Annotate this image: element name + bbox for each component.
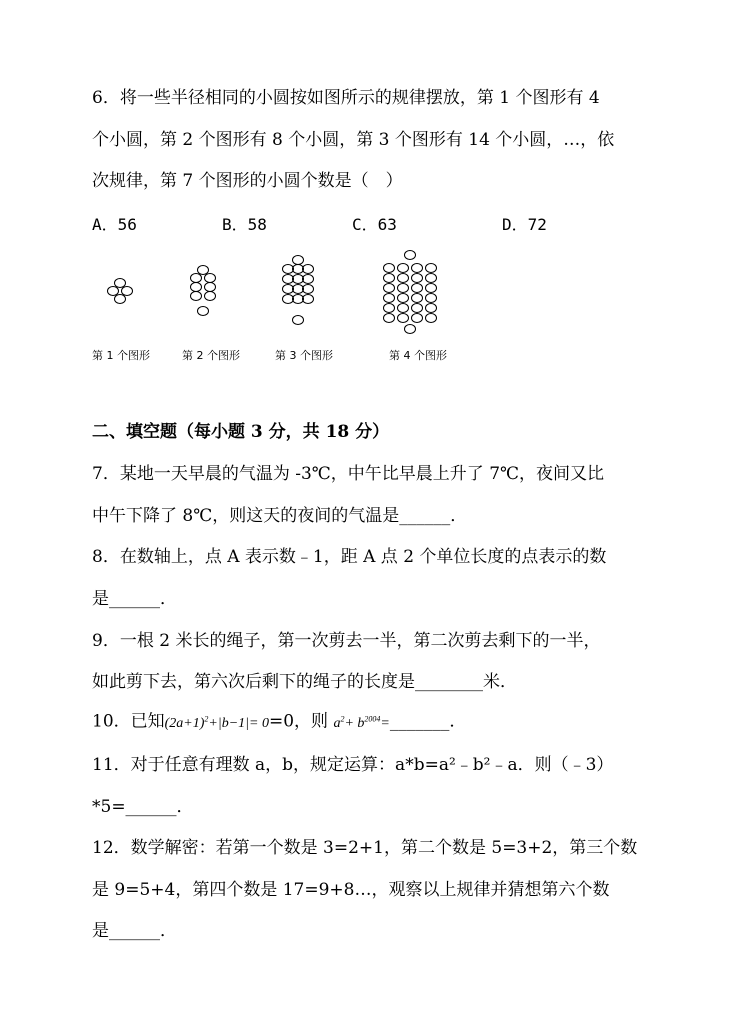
pattern-figure-2 <box>191 266 216 316</box>
q6-line-3: 次规律，第 7 个图形的小圆个数是（ ） <box>92 171 403 191</box>
q6-line-2: 个小圆，第 2 个图形有 8 个小圆，第 3 个图形有 14 个小圆，…，依 <box>92 130 615 150</box>
pattern-figure-1 <box>108 279 133 304</box>
q7-line-2: 中午下降了 8℃，则这天的夜间的气温是______． <box>92 506 468 526</box>
q10-mid: =0，则 <box>268 711 329 732</box>
q9-line-1: 9．一根 2 米长的绳子，第一次剪去一半，第二次剪去剩下的一半， <box>92 631 601 651</box>
q11-line-1: 11．对于任意有理数 a，b，规定运算：a*b=a²﹣b²﹣a．则（﹣3） <box>92 755 614 775</box>
q9-line-2: 如此剪下去，第六次后剩下的绳子的长度是________米． <box>92 672 517 692</box>
q7-line-1: 7．某地一天早晨的气温为 -3℃，中午比早晨上升了 7℃，夜间又比 <box>92 464 605 484</box>
caption-figure-1: 第 1 个图形 <box>92 349 150 362</box>
q10-target <box>333 716 389 731</box>
section-2-title: 二、填空题（每小题 3 分，共 18 分） <box>92 422 390 442</box>
q6-option-c: C．63 <box>352 215 397 234</box>
q8-line-1: 8．在数轴上，点 A 表示数﹣1，距 A 点 2 个单位长度的点表示的数 <box>92 547 607 567</box>
q10-expr-a: (2a+1) <box>164 715 205 731</box>
q10-exp-a: 2 <box>204 714 209 723</box>
pattern-figure-4 <box>384 251 437 334</box>
q10-expression <box>165 716 269 731</box>
q11-line-2: *5=______． <box>92 797 194 817</box>
caption-figure-2: 第 2 个图形 <box>182 349 240 362</box>
q10-expr-d: + b <box>344 715 365 731</box>
q6-option-b: B．58 <box>222 215 267 234</box>
q10-expr-b: +|b−1|= 0 <box>208 715 269 731</box>
q6-line-1: 6．将一些半径相同的小圆按如图所示的规律摆放，第 1 个图形有 4 <box>92 88 600 108</box>
q12-line-2: 是 9=5+4，第四个数是 17=9+8…，观察以上规律并猜想第六个数 <box>92 880 610 900</box>
q10-expr-c: a <box>333 715 341 731</box>
q6-option-a: A．56 <box>92 215 137 234</box>
q8-line-2: 是______． <box>92 589 177 609</box>
q10-expr-e: = <box>380 715 390 731</box>
q10-exp-c: 2 <box>340 714 345 723</box>
q6-option-d: D．72 <box>502 215 547 234</box>
q10-line <box>92 709 466 734</box>
q10-exp-d: 2004 <box>364 714 381 723</box>
circle-pattern-figure <box>0 248 737 340</box>
caption-figure-4: 第 4 个图形 <box>389 349 447 362</box>
pattern-figure-3 <box>283 256 314 325</box>
q12-line-1: 12．数学解密：若第一个数是 3=2+1，第二个数是 5=3+2，第三个数 <box>92 838 638 858</box>
q12-line-3: 是______． <box>92 921 177 941</box>
q10-suffix: _______． <box>389 711 467 732</box>
caption-figure-3: 第 3 个图形 <box>275 349 333 362</box>
q10-prefix: 10．已知 <box>92 711 165 732</box>
